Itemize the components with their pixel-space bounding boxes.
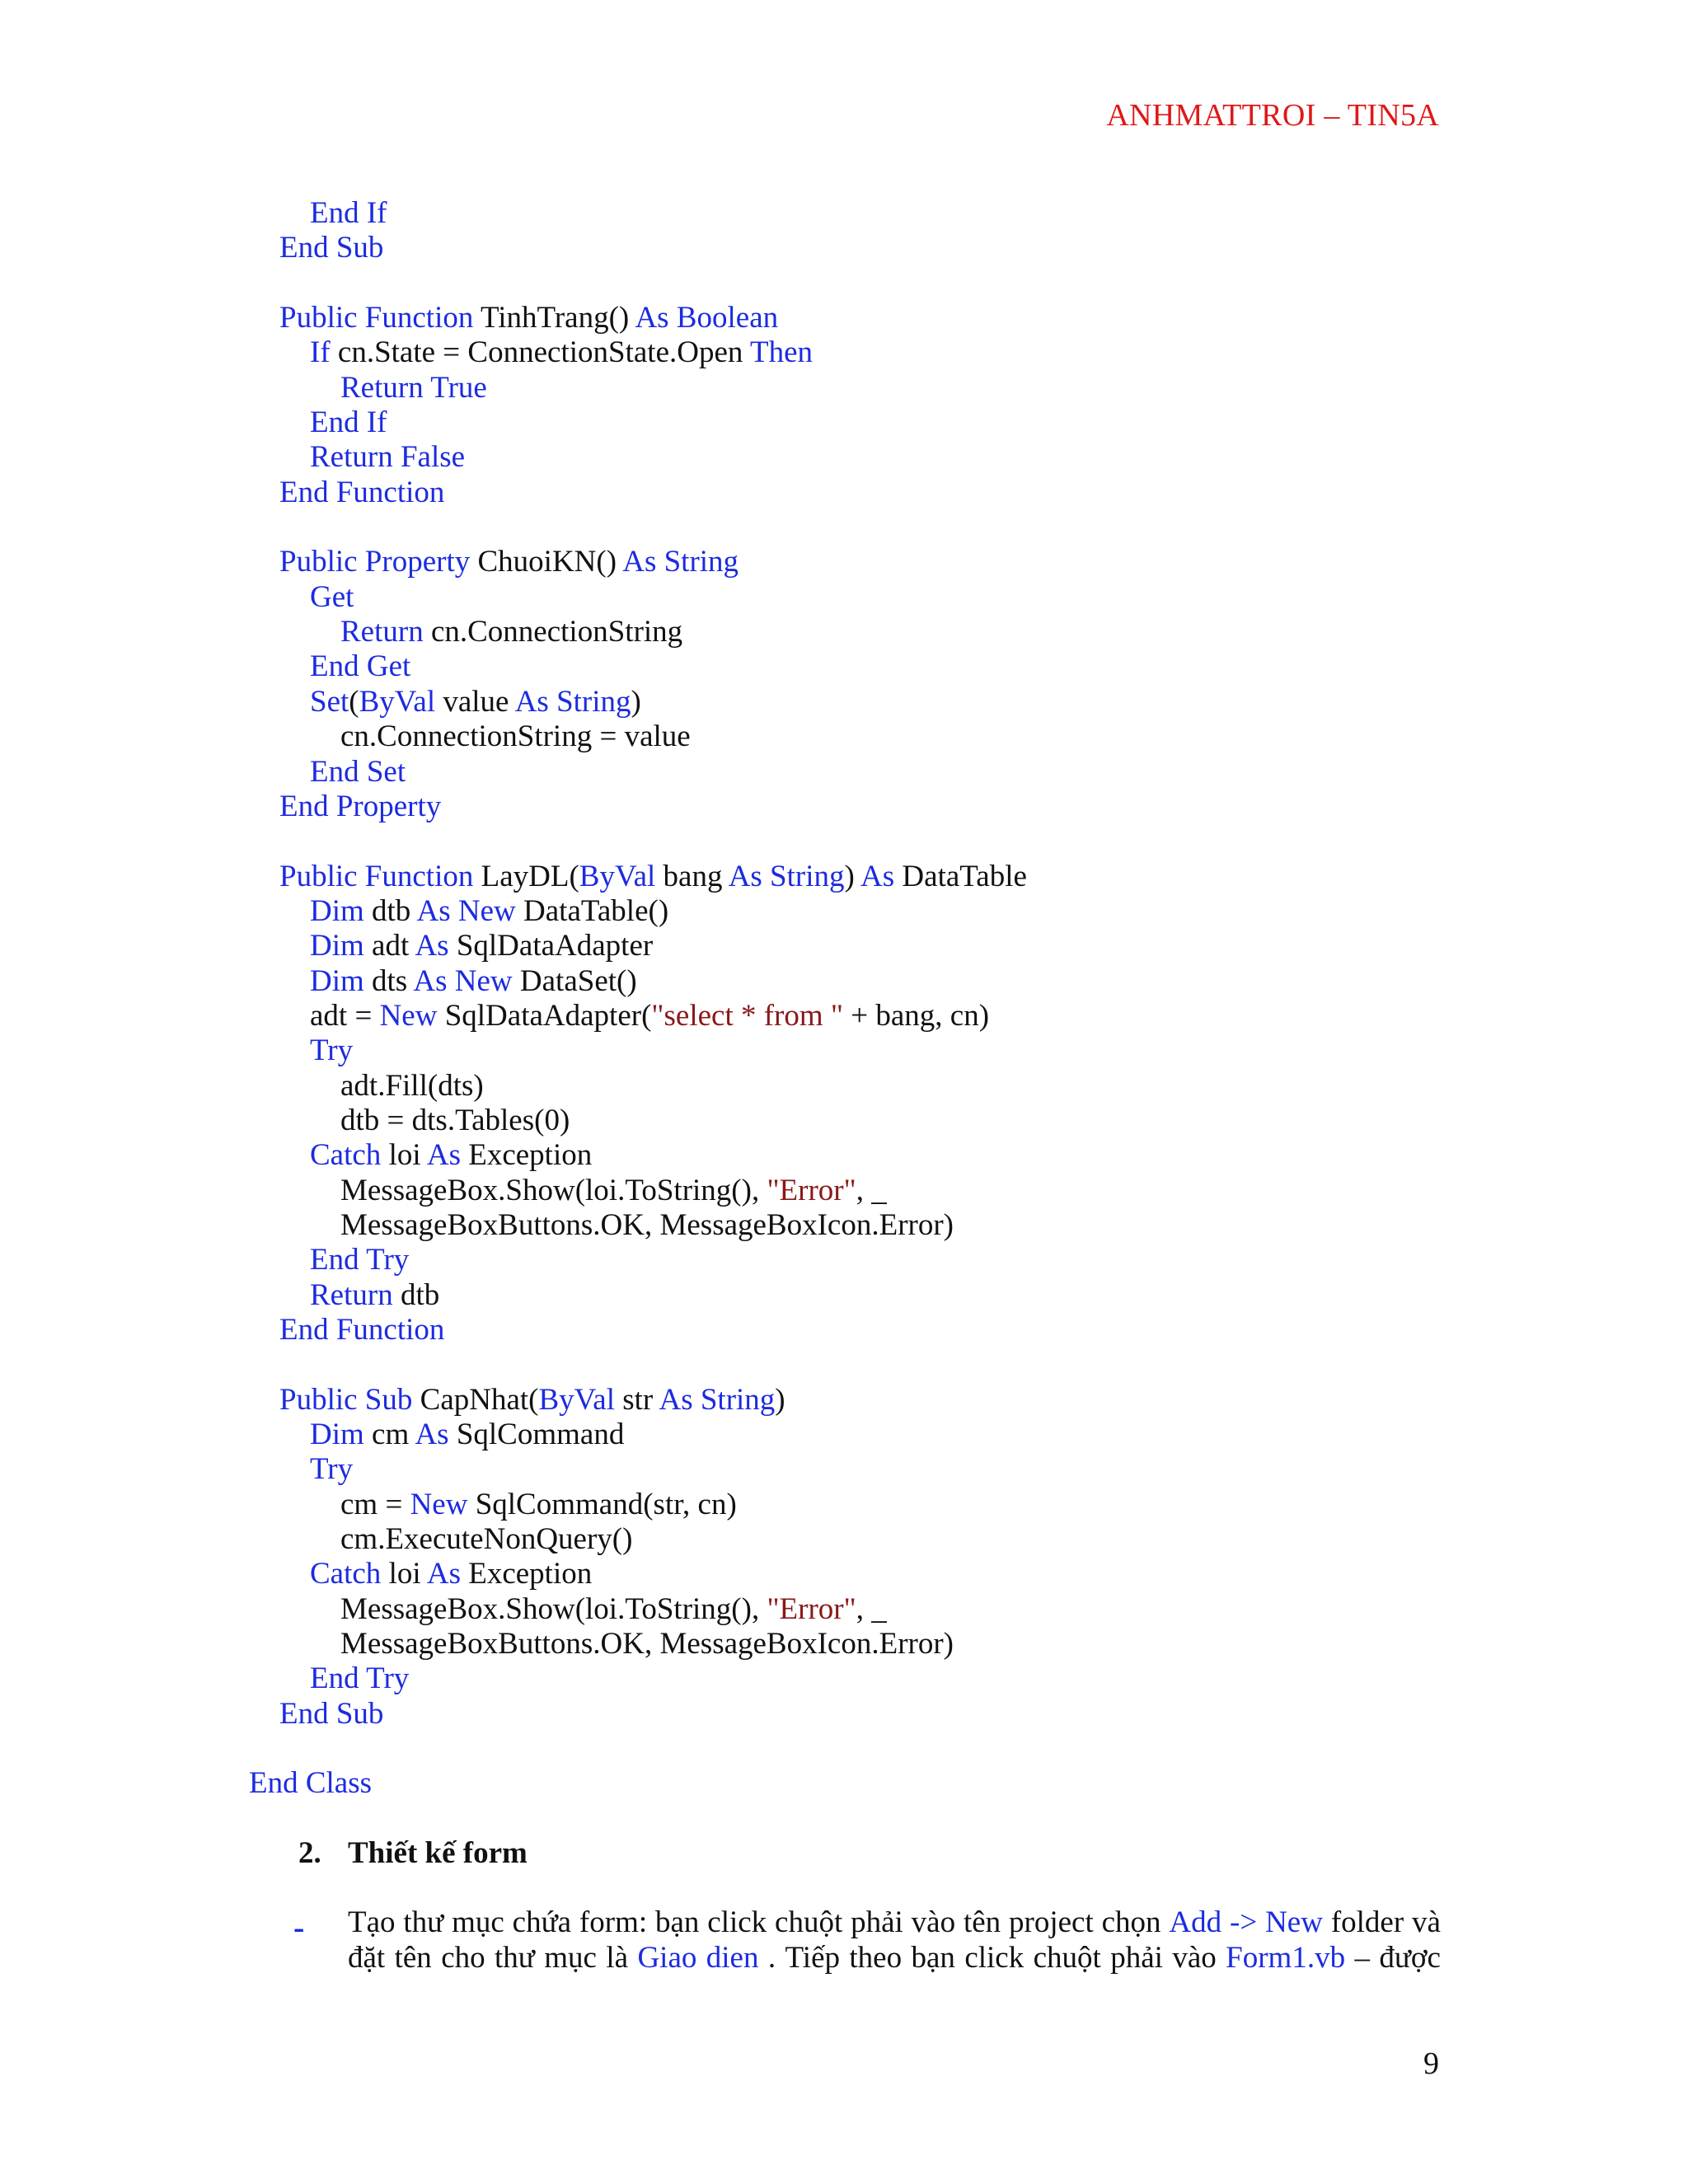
code-text: SqlDataAdapter(: [444, 998, 652, 1033]
code-keyword: Dim: [310, 1418, 373, 1452]
code-text: dtb: [400, 1277, 440, 1312]
section-title: Thiết kế form: [348, 1836, 528, 1870]
code-keyword: ByVal: [579, 859, 663, 893]
code-keyword: End Property: [279, 789, 442, 823]
code-text: str: [622, 1382, 659, 1417]
code-line: [249, 1033, 1027, 1068]
code-keyword: As New: [416, 893, 524, 928]
code-text: DataSet(): [519, 963, 637, 998]
paragraph-word: Tiếp: [785, 1940, 841, 1975]
code-keyword: End Sub: [279, 1696, 384, 1731]
code-line: [249, 1174, 1027, 1208]
code-keyword: Public Function: [279, 859, 481, 893]
code-text: value: [443, 684, 515, 719]
code-text: , _: [856, 1591, 887, 1626]
highlighted-term: dien: [706, 1940, 759, 1975]
code-text: (: [349, 684, 359, 719]
paragraph-word: –: [1354, 1940, 1370, 1975]
code-line: [249, 1347, 1027, 1382]
code-text: Exception: [468, 1138, 593, 1173]
code-keyword: Return True: [340, 370, 487, 405]
code-keyword: Set: [310, 684, 349, 719]
code-text: MessageBoxButtons.OK, MessageBoxIcon.Error): [340, 1207, 954, 1242]
paragraph-word: mục: [544, 1940, 597, 1975]
bullet-paragraph: [348, 1905, 1441, 1975]
code-text: + bang, cn): [843, 998, 990, 1033]
code-line: [249, 649, 1027, 684]
code-keyword: End Set: [310, 754, 406, 789]
code-line: [249, 580, 1027, 615]
paragraph-word: đặt: [348, 1940, 386, 1975]
code-keyword: Return: [340, 615, 431, 649]
code-keyword: End Function: [279, 1313, 445, 1347]
code-text: DataTable: [902, 859, 1027, 893]
code-line: [249, 510, 1027, 545]
code-line: [249, 1522, 1027, 1557]
code-line: [249, 1766, 1027, 1801]
paragraph-word: project: [1009, 1905, 1094, 1939]
code-line: [249, 860, 1027, 894]
code-keyword: Catch: [310, 1138, 389, 1173]
paragraph-word: chọn: [1101, 1905, 1161, 1939]
code-line: [249, 1732, 1027, 1766]
code-text: ): [844, 859, 861, 893]
code-text: cm: [372, 1418, 415, 1452]
code-keyword: Public Function: [279, 301, 481, 335]
code-line: [249, 1627, 1027, 1661]
code-line: [249, 440, 1027, 475]
code-line: [249, 1138, 1027, 1173]
code-string: "Error": [767, 1173, 856, 1207]
code-keyword: Dim: [310, 929, 373, 963]
code-line: [249, 999, 1027, 1033]
code-keyword: As Boolean: [635, 301, 779, 335]
paragraph-word: thư: [495, 1940, 535, 1975]
code-text: dts: [372, 963, 414, 998]
code-string: "select * from ": [651, 998, 844, 1033]
code-keyword: Then: [749, 335, 813, 370]
paragraph-word: vào: [1172, 1940, 1217, 1975]
code-keyword: End If: [310, 405, 387, 440]
code-line: [249, 964, 1027, 999]
code-keyword: Dim: [310, 963, 373, 998]
code-text: SqlCommand(str, cn): [475, 1487, 737, 1521]
code-text: adt: [372, 929, 415, 963]
code-line: [249, 476, 1027, 510]
paragraph-word: theo: [849, 1940, 903, 1975]
code-keyword: End Try: [310, 1243, 410, 1277]
code-text: Exception: [468, 1557, 593, 1591]
code-line: [249, 1661, 1027, 1696]
code-keyword: Dim: [310, 893, 373, 928]
code-keyword: New: [410, 1487, 476, 1521]
paragraph-word: chứa: [512, 1905, 572, 1939]
code-line: [249, 719, 1027, 754]
page-header-title: ANHMATTROI – TIN5A: [1106, 98, 1439, 133]
code-line: [249, 685, 1027, 719]
code-line: [249, 545, 1027, 579]
code-line: [249, 301, 1027, 335]
code-line: [249, 1069, 1027, 1104]
code-keyword: Public Property: [279, 545, 478, 579]
code-keyword: Return: [310, 1277, 401, 1312]
paragraph-word: click: [964, 1940, 1025, 1975]
code-text: MessageBox.Show(loi.ToString(),: [340, 1591, 767, 1626]
code-line: [249, 1208, 1027, 1243]
code-text: adt =: [310, 998, 380, 1033]
code-keyword: As: [426, 1557, 469, 1591]
code-line: [249, 1278, 1027, 1313]
code-line: [249, 824, 1027, 859]
paragraph-word: .: [767, 1940, 776, 1975]
code-keyword: Return False: [310, 440, 466, 475]
code-line: [249, 1697, 1027, 1732]
paragraph-word: tên: [394, 1940, 432, 1975]
code-keyword: End Class: [249, 1766, 373, 1801]
bullet-marker: -: [293, 1909, 305, 1946]
highlighted-term: Add: [1169, 1905, 1222, 1939]
code-text: ): [631, 684, 641, 719]
paragraph-word: chuột: [1033, 1940, 1101, 1975]
code-text: cm.ExecuteNonQuery(): [340, 1522, 633, 1557]
section-heading: [298, 1835, 528, 1871]
paragraph-line: [348, 1941, 1441, 1976]
code-keyword: End If: [310, 196, 387, 230]
code-line: [249, 335, 1027, 370]
paragraph-line: [348, 1905, 1441, 1941]
code-line: [249, 1452, 1027, 1487]
code-keyword: ByVal: [359, 684, 443, 719]
code-text: cm =: [340, 1487, 410, 1521]
code-text: cn.ConnectionString = value: [340, 719, 691, 754]
code-line: [249, 1418, 1027, 1452]
code-keyword: End Sub: [279, 231, 384, 265]
code-keyword: Public Sub: [279, 1382, 420, 1417]
code-keyword: As: [426, 1138, 469, 1173]
code-line: [249, 1243, 1027, 1277]
code-line: [249, 1592, 1027, 1627]
section-number: 2.: [298, 1836, 321, 1870]
code-line: [249, 755, 1027, 790]
code-keyword: ByVal: [538, 1382, 623, 1417]
paragraph-word: cho: [441, 1940, 485, 1975]
code-keyword: As String: [514, 684, 631, 719]
code-keyword: Try: [310, 1033, 354, 1068]
code-text: ChuoiKN(): [477, 545, 623, 579]
code-keyword: Get: [310, 579, 354, 614]
highlighted-term: New: [1265, 1905, 1323, 1939]
code-text: LayDL(: [481, 859, 579, 893]
code-text: ): [775, 1382, 785, 1417]
paragraph-word: Tạo: [348, 1905, 396, 1939]
paragraph-word: chuột: [775, 1905, 843, 1939]
paragraph-word: là: [606, 1940, 629, 1975]
code-keyword: As: [415, 929, 457, 963]
paragraph-word: vào: [911, 1905, 956, 1939]
code-text: TinhTrang(): [480, 301, 635, 335]
paragraph-word: phải: [1110, 1940, 1163, 1975]
highlighted-term: ->: [1230, 1905, 1258, 1939]
code-keyword: If: [310, 335, 338, 370]
code-line: [249, 790, 1027, 824]
code-line: [249, 371, 1027, 405]
code-text: SqlDataAdapter: [456, 929, 654, 963]
code-listing: [249, 196, 1027, 1802]
paragraph-word: bạn: [911, 1940, 955, 1975]
code-text: , _: [856, 1173, 887, 1207]
code-text: SqlCommand: [456, 1418, 625, 1452]
code-text: CapNhat(: [420, 1382, 539, 1417]
code-line: [249, 894, 1027, 929]
code-keyword: End Function: [279, 475, 445, 509]
code-text: DataTable(): [523, 893, 669, 928]
code-line: [249, 1313, 1027, 1347]
paragraph-word: và: [1412, 1905, 1441, 1939]
highlighted-term: Form1.vb: [1226, 1940, 1346, 1975]
code-line: [249, 405, 1027, 440]
code-text: MessageBoxButtons.OK, MessageBoxIcon.Error): [340, 1627, 954, 1661]
code-keyword: New: [379, 998, 445, 1033]
code-keyword: End Get: [310, 649, 411, 684]
code-line: [249, 1488, 1027, 1522]
code-keyword: As: [860, 859, 903, 893]
code-text: cn.State = ConnectionState.Open: [337, 335, 750, 370]
code-line: [249, 615, 1027, 649]
code-keyword: As New: [413, 963, 520, 998]
code-text: dtb: [372, 893, 417, 928]
code-line: [249, 1104, 1027, 1138]
code-text: cn.ConnectionString: [430, 615, 683, 649]
paragraph-word: mục: [452, 1905, 504, 1939]
code-line: [249, 231, 1027, 265]
code-keyword: End Try: [310, 1661, 410, 1696]
code-keyword: As String: [728, 859, 845, 893]
code-keyword: Catch: [310, 1557, 389, 1591]
page-number: 9: [1423, 2046, 1439, 2081]
paragraph-word: tên: [963, 1905, 1001, 1939]
code-text: dtb = dts.Tables(0): [340, 1103, 570, 1137]
code-keyword: As String: [622, 545, 739, 579]
code-keyword: As: [415, 1418, 457, 1452]
paragraph-word: folder: [1330, 1905, 1404, 1939]
code-line: [249, 196, 1027, 231]
code-keyword: Try: [310, 1452, 354, 1487]
paragraph-word: được: [1379, 1940, 1441, 1975]
code-string: "Error": [767, 1591, 856, 1626]
paragraph-word: thư: [403, 1905, 444, 1939]
code-line: [249, 929, 1027, 963]
code-keyword: As String: [659, 1382, 776, 1417]
paragraph-word: form:: [579, 1905, 648, 1939]
code-text: adt.Fill(dts): [340, 1068, 484, 1103]
code-line: [249, 1383, 1027, 1418]
paragraph-word: click: [707, 1905, 767, 1939]
code-text: MessageBox.Show(loi.ToString(),: [340, 1173, 767, 1207]
paragraph-word: bạn: [654, 1905, 700, 1939]
code-line: [249, 266, 1027, 301]
highlighted-term: Giao: [637, 1940, 697, 1975]
code-text: loi: [388, 1138, 427, 1173]
code-text: bang: [663, 859, 729, 893]
code-line: [249, 1557, 1027, 1591]
code-text: loi: [388, 1557, 427, 1591]
paragraph-word: phải: [851, 1905, 903, 1939]
